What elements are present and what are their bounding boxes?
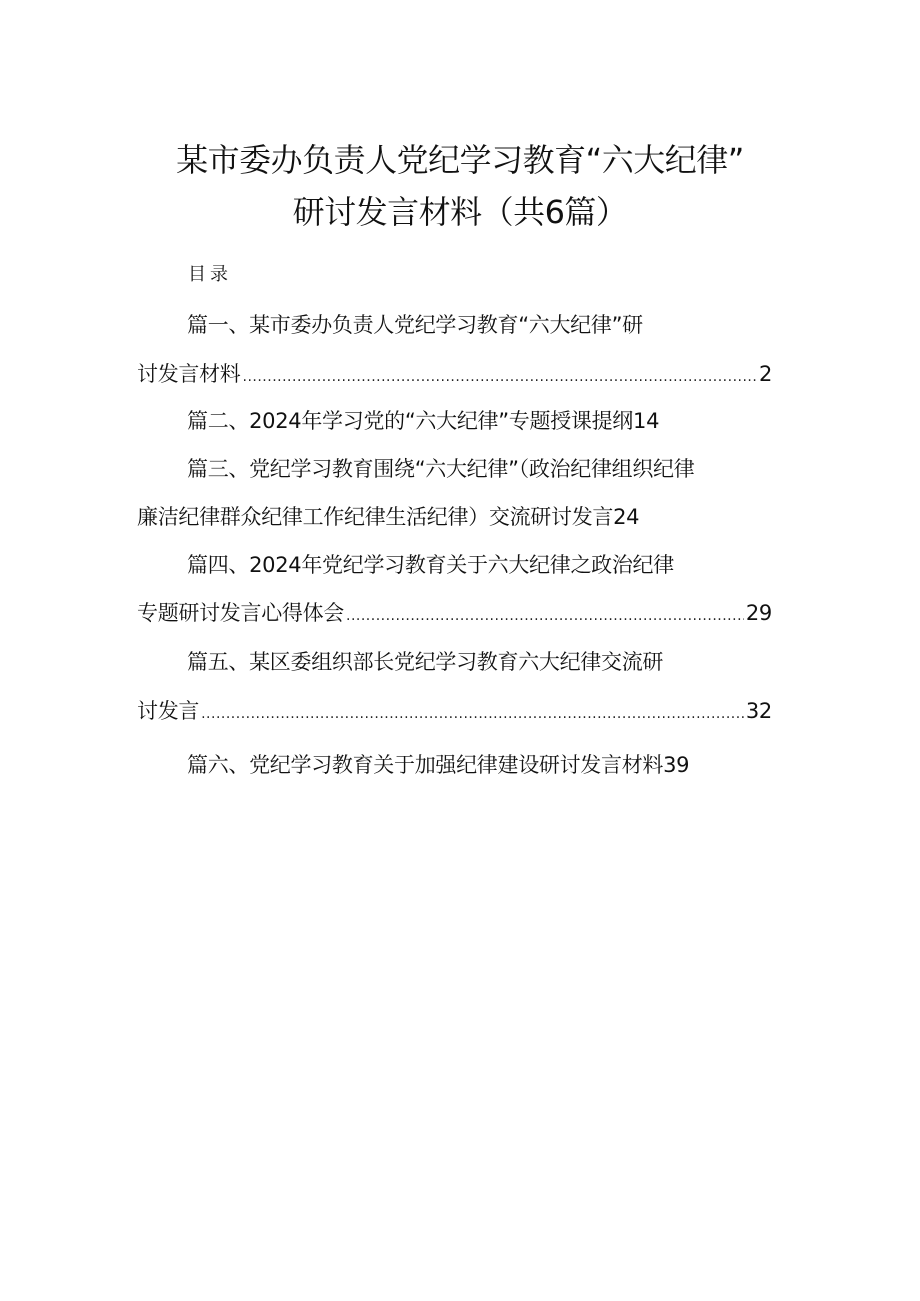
- toc-heading: 目录: [188, 264, 232, 285]
- toc-entry-4-line-1[interactable]: [187, 550, 674, 580]
- toc-entry-5-page: 32: [745, 699, 772, 723]
- toc-entry-2-line-1[interactable]: [187, 406, 659, 436]
- document-title-line-2: 研讨发言材料（共6篇）: [292, 193, 628, 231]
- toc-entry-6-line-1[interactable]: [187, 750, 689, 780]
- toc-entry-3-line-2[interactable]: [137, 502, 639, 532]
- toc-entry-2-page: 14: [633, 409, 660, 433]
- document-title-line-1: 某市委办负责人党纪学习教育“六大纪律”: [176, 141, 744, 179]
- toc-entry-5-line-1[interactable]: [187, 647, 663, 677]
- toc-entry-2-text: 篇二、2024年学习党的“六大纪律”专题授课提纲: [187, 409, 634, 433]
- toc-entry-4-page: 29: [745, 601, 772, 625]
- toc-entry-5-line-2[interactable]: [137, 696, 772, 729]
- toc-entry-6-page: 39: [663, 753, 690, 777]
- toc-entry-6-text: 篇六、党纪学习教育关于加强纪律建设研讨发言材料: [187, 753, 664, 777]
- toc-entry-4-leader: [346, 601, 744, 631]
- toc-entry-1-line-2[interactable]: [137, 359, 772, 392]
- toc-entry-3-page: 24: [613, 505, 640, 529]
- toc-entry-4-text-cont: 专题研讨发言心得体会: [137, 601, 344, 625]
- toc-entry-1-leader: [243, 362, 757, 392]
- toc-entry-3-text: 篇三、党纪学习教育围绕“六大纪律”（政治纪律组织纪律: [187, 457, 695, 481]
- toc-entry-1-text-cont: 讨发言材料: [137, 362, 241, 386]
- toc-entry-3-line-1[interactable]: [187, 454, 694, 484]
- toc-entry-5-leader: [201, 699, 744, 729]
- toc-entry-1-page: 2: [758, 362, 772, 386]
- toc-entry-5-text: 篇五、某区委组织部长党纪学习教育六大纪律交流研: [187, 650, 664, 674]
- toc-entry-4-text: 篇四、2024年党纪学习教育关于六大纪律之政治纪律: [187, 553, 674, 577]
- toc-entry-3-text-cont: 廉洁纪律群众纪律工作纪律生活纪律）交流研讨发言: [137, 505, 614, 529]
- toc-entry-1-text: 篇一、某市委办负责人党纪学习教育“六大纪律”研: [187, 313, 643, 337]
- toc-entry-5-text-cont: 讨发言: [137, 699, 200, 723]
- toc-entry-4-line-2[interactable]: [137, 598, 772, 631]
- toc-entry-1-line-1[interactable]: [187, 310, 643, 340]
